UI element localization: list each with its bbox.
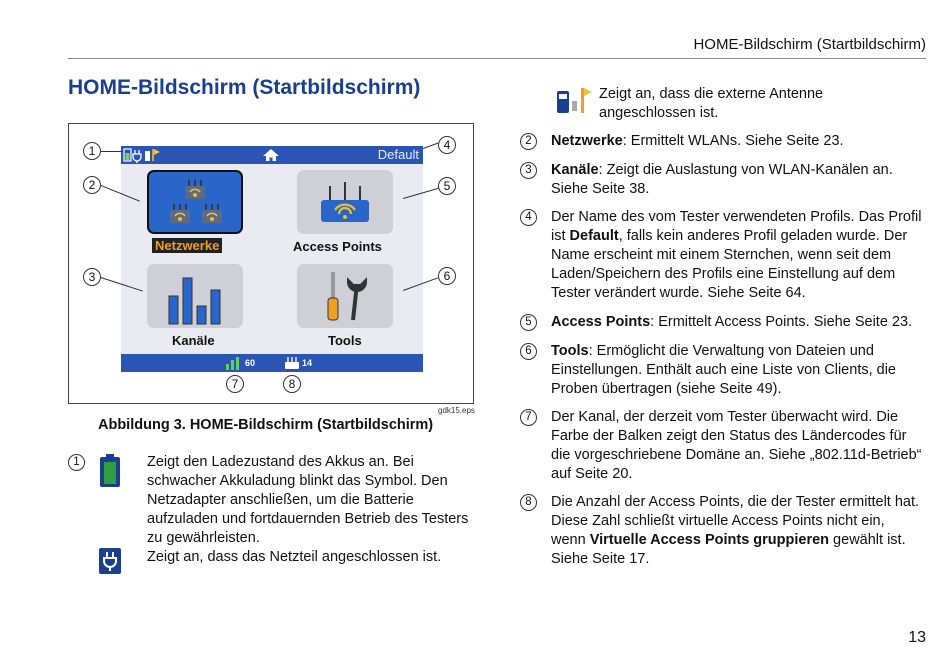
screen-top-bar xyxy=(121,146,423,164)
profile-name: Default xyxy=(377,147,419,162)
right-item-4-text: Der Name des vom Tester verwendeten Profils. Das Profil ist Default, falls kein anderes Profil geladen wurde. Der Name erscheint mit einem Sternchen, wenn seit dem Laden/Speichern des Profils eine Einstellung auf dem Tester verändert wurde. Siehe Seite 64. xyxy=(551,209,922,301)
list-number-8: 8 xyxy=(520,494,537,511)
power-plug-icon xyxy=(99,548,121,574)
tile-tools[interactable] xyxy=(297,264,393,328)
header-rule xyxy=(68,58,926,59)
signal-bars-icon xyxy=(225,356,241,370)
right-item-2-text: Netzwerke: Ermittelt WLANs. Siehe Seite 23. xyxy=(551,133,844,149)
power-plug-icon xyxy=(133,150,141,163)
antenna-icon xyxy=(145,151,150,161)
callout-7: 7 xyxy=(226,375,244,393)
list-number-6: 6 xyxy=(520,343,537,360)
ap-count-icon xyxy=(284,356,300,370)
page-title: HOME-Bildschirm (Startbildschirm) xyxy=(68,76,421,99)
list-number-1: 1 xyxy=(68,454,85,471)
page-number: 13 xyxy=(908,629,926,646)
figure-caption: Abbildung 3. HOME-Bildschirm (Startbildschirm) xyxy=(98,417,434,433)
home-icon[interactable] xyxy=(262,148,280,162)
figure-file-label: gdk15.eps xyxy=(438,406,475,415)
list-number-4: 4 xyxy=(520,209,537,226)
tile-kanaele[interactable] xyxy=(147,264,243,328)
networks-icon xyxy=(149,172,241,232)
device-screen xyxy=(121,146,423,372)
callout-5: 5 xyxy=(438,177,456,195)
battery-icon xyxy=(99,454,121,488)
callout-1: 1 xyxy=(83,142,101,160)
callout-4: 4 xyxy=(438,136,456,154)
right-item-3-text: Kanäle: Zeigt die Auslastung von WLAN-Kanälen an. Siehe Seite 38. xyxy=(551,162,893,197)
status-channel: 60 xyxy=(245,358,256,368)
external-antenna-icon xyxy=(557,87,593,115)
callout-8: 8 xyxy=(283,375,301,393)
list-number-7: 7 xyxy=(520,409,537,426)
left-item-1-text: Zeigt den Ladezustand des Akkus an. Bei schwacher Akkuladung blinkt das Symbol. Den Netzadapter anschließen, um die Batterie aufzuladen und fortdauernden Betrieb des Testers zu gewährleisten. xyxy=(147,454,469,546)
status-icons xyxy=(123,147,169,163)
list-number-5: 5 xyxy=(520,314,537,331)
screen-status-bar xyxy=(121,354,423,372)
right-item-8-text: Die Anzahl der Access Points, die der Tester ermittelt hat. Diese Zahl schließt virtuelle Access Points nicht ein, wenn Virtuelle Access Points gruppieren gewählt ist. Siehe Seite 17. xyxy=(551,494,920,567)
tile-label-access-points: Access Points xyxy=(293,239,382,254)
callout-6: 6 xyxy=(438,267,456,285)
tile-netzwerke[interactable] xyxy=(147,170,243,234)
tile-label-tools: Tools xyxy=(328,333,362,348)
tile-label-kanaele: Kanäle xyxy=(172,333,215,348)
running-head: HOME-Bildschirm (Startbildschirm) xyxy=(693,36,926,53)
tools-icon xyxy=(297,264,393,328)
tile-access-points[interactable] xyxy=(297,170,393,234)
list-number-3: 3 xyxy=(520,162,537,179)
right-item-7-text: Der Kanal, der derzeit vom Tester überwacht wird. Die Farbe der Balken zeigt den Status des Ländercodes für die vorgeschriebene Domäne an. Siehe „802.11d-Betrieb“ auf Seite 20. xyxy=(551,409,922,482)
tile-label-netzwerke: Netzwerke xyxy=(152,238,222,253)
figure-home-screen xyxy=(68,123,474,404)
left-item-2-text: Zeigt an, dass das Netzteil angeschlossen ist. xyxy=(147,549,442,565)
status-ap-count: 14 xyxy=(302,358,313,368)
callout-2: 2 xyxy=(83,176,101,194)
leader-4 xyxy=(423,143,438,149)
right-item-antenna-text: Zeigt an, dass die externe Antenne angeschlossen ist. xyxy=(599,86,824,121)
leader-1 xyxy=(101,151,123,152)
right-item-5-text: Access Points: Ermittelt Access Points. Siehe Seite 23. xyxy=(551,314,913,330)
list-number-2: 2 xyxy=(520,133,537,150)
callout-3: 3 xyxy=(83,268,101,286)
right-item-6-text: Tools: Ermöglicht die Verwaltung von Dateien und Einstellungen. Enthält auch eine Liste von Clients, die Proben übertragen (siehe Seite 49). xyxy=(551,343,896,397)
access-point-icon xyxy=(297,170,393,234)
channels-icon xyxy=(147,264,243,328)
